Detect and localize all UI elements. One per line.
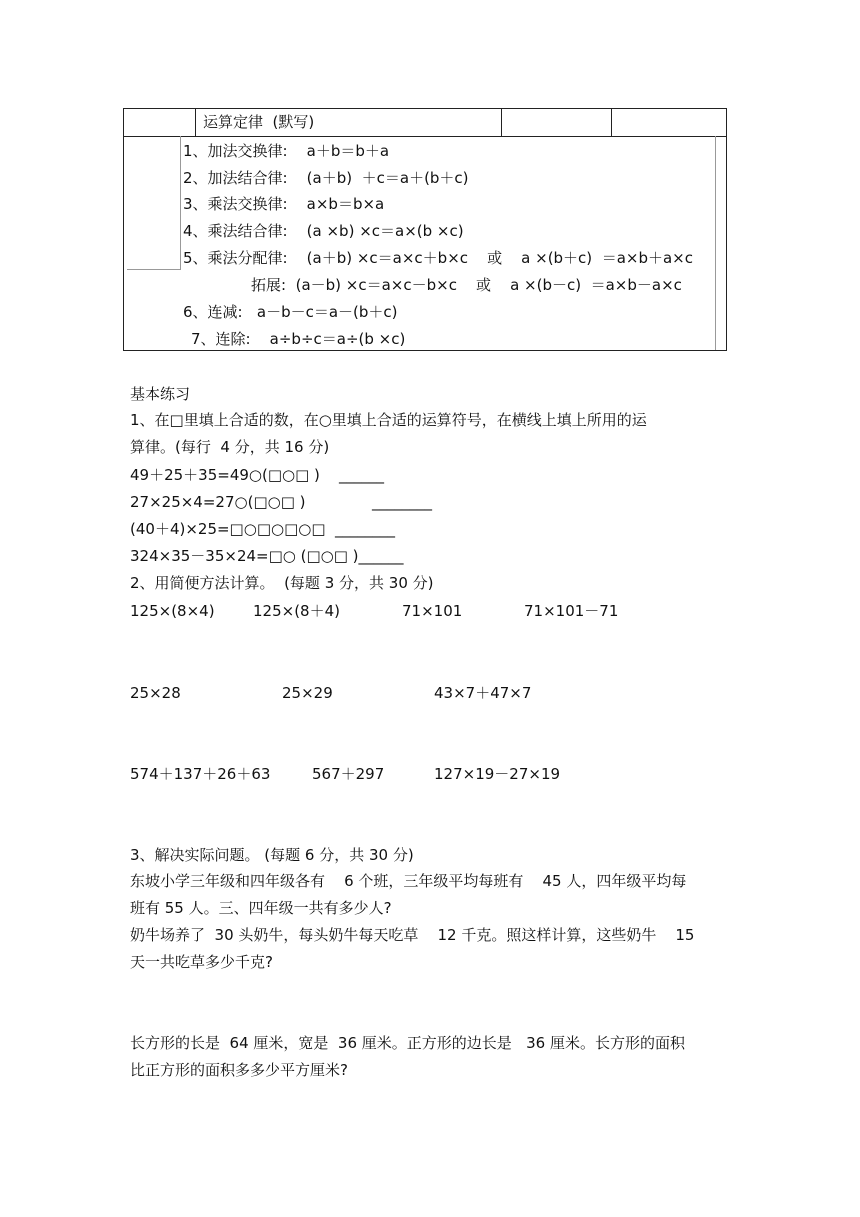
q3-problem-3-line1: 长方形的长是 64 厘米，宽是 36 厘米。正方形的边长是 36 厘米。长方形的面积	[130, 1034, 685, 1052]
q1-item-1: 49＋25＋35=49○(□○□ ) ______	[130, 466, 384, 484]
table-inner-right	[715, 136, 716, 350]
q1-item-2-blank: ________	[372, 493, 432, 511]
section-title: 基本练习	[130, 385, 191, 403]
q3-problem-1-line1: 东坡小学三年级和四年级各有 6 个班，三年级平均每班有 45 人，四年级平均每	[130, 872, 687, 890]
q3-problem-1-line2: 班有 55 人。三、四年级一共有多少人?	[130, 899, 392, 917]
law-2: 2、加法结合律: (a＋b) ＋c＝a＋(b＋c)	[183, 169, 469, 187]
q2-expr: 25×29	[282, 684, 333, 702]
q2-expr: 71×101	[402, 602, 463, 620]
q1-item-2: 27×25×4=27○(□○□ )	[130, 493, 306, 511]
law-5-extension: 拓展: (a－b) ×c＝a×c－b×c 或 a ×(b－c) ＝a×b－a×c	[251, 276, 682, 294]
law-1: 1、加法交换律: a＋b＝b＋a	[183, 142, 390, 160]
q2-expr: 71×101－71	[524, 602, 619, 620]
table-inner-rule	[127, 269, 180, 270]
q3-problem-3-line2: 比正方形的面积多多少平方厘米?	[130, 1061, 348, 1079]
q1-instruction-line1: 1、在□里填上合适的数，在○里填上合适的运算符号，在横线上填上所用的运	[130, 411, 647, 429]
law-4: 4、乘法结合律: (a ×b) ×c＝a×(b ×c)	[183, 222, 464, 240]
table-inner-box	[127, 136, 181, 270]
q2-expr: 127×19－27×19	[434, 765, 561, 783]
q3-problem-2-line2: 天一共吃草多少千克?	[130, 953, 273, 971]
q1-item-4: 324×35－35×24=□○ (□○□ )______	[130, 547, 404, 565]
q2-expr: 25×28	[130, 684, 181, 702]
table-col-divider	[501, 109, 502, 136]
table-header-title: 运算定律 (默写)	[203, 113, 315, 131]
q1-instruction-line2: 算律。(每行 4 分，共 16 分)	[130, 438, 330, 456]
q3-problem-2-line1: 奶牛场养了 30 头奶牛，每头奶牛每天吃草 12 千克。照这样计算，这些奶牛 15	[130, 926, 695, 944]
q3-title: 3、解决实际问题。 (每题 6 分，共 30 分)	[130, 846, 414, 864]
q2-expr: 125×(8＋4)	[253, 602, 340, 620]
law-3: 3、乘法交换律: a×b＝b×a	[183, 195, 385, 213]
q2-expr: 567＋297	[312, 765, 385, 783]
q1-item-3: (40＋4)×25=□○□○□○□ ________	[130, 520, 396, 538]
table-header-divider	[124, 136, 726, 137]
table-col-divider	[195, 109, 196, 136]
law-6: 6、连减: a－b－c＝a－(b＋c)	[183, 303, 398, 321]
table-col-divider	[611, 109, 612, 136]
law-7: 7、连除: a÷b÷c＝a÷(b ×c)	[191, 330, 406, 348]
q2-expr: 125×(8×4)	[130, 602, 215, 620]
q2-expr: 43×7＋47×7	[434, 684, 532, 702]
q2-expr: 574＋137＋26＋63	[130, 765, 271, 783]
q2-title: 2、用简便方法计算。 (每题 3 分，共 30 分)	[130, 574, 434, 592]
law-5: 5、乘法分配律: (a＋b) ×c＝a×c＋b×c 或 a ×(b＋c) ＝a×b＋a×c	[183, 249, 693, 267]
